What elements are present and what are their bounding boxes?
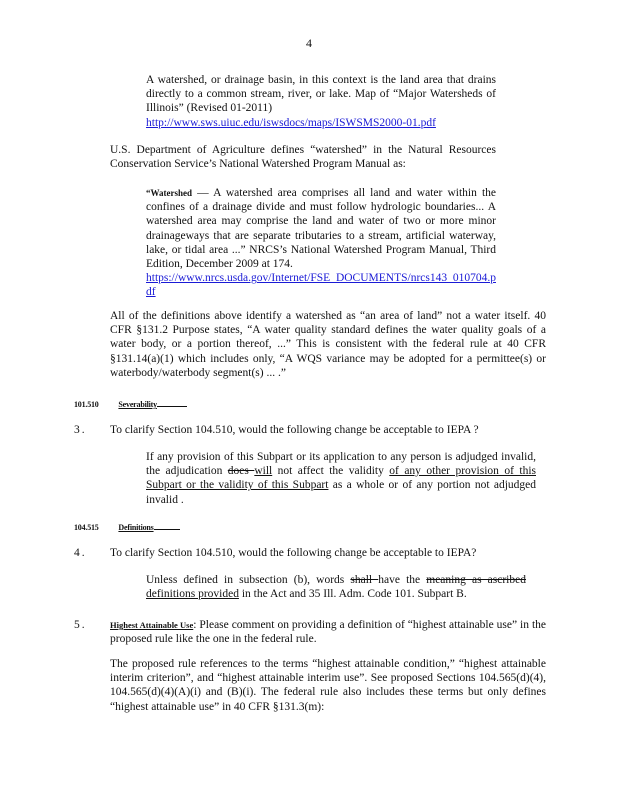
question-5-body: : Please comment on providing a definition of “highest attainable use” in the proposed rule like the one in the federal rule. bbox=[110, 619, 546, 646]
inserted-text: definitions provided bbox=[146, 588, 239, 601]
amend-text: have the bbox=[378, 574, 427, 586]
amend-text: as a whole or of any portion not adjudged invalid . bbox=[146, 479, 536, 506]
amendment-severability bbox=[146, 450, 536, 507]
question-number: 4. bbox=[74, 547, 87, 559]
page-number: 4 bbox=[306, 36, 312, 50]
deleted-text: does bbox=[227, 465, 255, 478]
question-4-text: To clarify Section 104.510, would the following change be acceptable to IEPA? bbox=[110, 547, 477, 559]
question-3-text: To clarify Section 104.510, would the following change be acceptable to IEPA ? bbox=[110, 424, 479, 436]
quote-term: “Watershed bbox=[146, 188, 192, 198]
question-number: 3. bbox=[74, 424, 87, 436]
blockquote-nrcs bbox=[146, 186, 496, 300]
quote-body: — A watershed area comprises all land and water within the confines of a drainage divide and must follow hydrologic boundaries... A watershed area may comprise the land and water of two or more minor drainageways that are separate tributaries to a stream, artificial waterway, lake, or tidal area ...” NRCS’s National Watershed Program Manual, Third Edition, December 2009 at 174. bbox=[146, 187, 496, 271]
nrcs-link[interactable]: https://www.nrcs.usda.gov/Internet/FSE_DOCUMENTS/nrcs143_010704.pdf bbox=[146, 272, 496, 299]
paragraph-definitions-summary: All of the definitions above identify a watershed as “an area of land” not a water itself. 40 CFR §131.2 Purpose states, “A water quality standard defines the water quality goals of a water body, or a portion thereof, ...” This is consistent with the federal rule at 40 CFR §131.14(a)(1) which includes only, “A WQS variance may be adopted for a permittee(s) or waterbody/waterbody segment(s) ... .” bbox=[110, 310, 546, 379]
paragraph-text: A watershed, or drainage basin, in this context is the land area that drains directly to a common stream, river, or lake. Map of “Major Watersheds of Illinois” (Revised 01-2011) bbox=[146, 74, 496, 115]
amend-text: not affect the validity bbox=[272, 465, 390, 478]
heading-rule bbox=[154, 521, 180, 530]
section-number: 104.515 bbox=[74, 523, 99, 532]
amend-text: If any provision of this Subpart or its application to any person is adjudged invalid, the adjudication bbox=[146, 451, 536, 478]
amendment-definitions bbox=[146, 573, 526, 601]
inserted-text: will bbox=[254, 465, 273, 478]
section-heading-severability bbox=[74, 398, 187, 412]
question-number: 5. bbox=[74, 619, 87, 631]
section-title: Definitions bbox=[118, 523, 154, 532]
paragraph-usda: U.S. Department of Agriculture defines “watershed” in the Natural Resources Conservation Service’s National Watershed Program Manual as: bbox=[110, 144, 496, 171]
inserted-text: of any other provision of this Subpart or the validity of this Subpart bbox=[146, 465, 536, 492]
section-number: 101.510 bbox=[74, 400, 99, 409]
heading-rule bbox=[157, 398, 187, 407]
question-5-heading: Highest Attainable Use bbox=[110, 620, 194, 630]
map-link[interactable]: http://www.sws.uiuc.edu/iswsdocs/maps/ISWSMS2000-01.pdf bbox=[146, 116, 436, 129]
section-title: Severability bbox=[118, 400, 157, 409]
amend-text: in the Act and 35 Ill. Adm. Code 101. Subpart B. bbox=[238, 588, 467, 601]
deleted-text: shall bbox=[350, 574, 379, 586]
amend-text: Unless defined in subsection (b), words bbox=[146, 574, 351, 586]
deleted-text: meaning as ascribed bbox=[426, 574, 526, 586]
paragraph-watershed-definition bbox=[146, 73, 496, 130]
quote-text bbox=[146, 186, 496, 271]
question-5-text bbox=[110, 618, 546, 646]
paragraph-highest-attainable: The proposed rule references to the terms “highest attainable condition,” “highest attainable interim criterion”, and “highest attainable interim use”. See proposed Sections 104.565(d)(4), 104.565(d)(4)(A)(i) and (B)(i). The federal rule also includes these terms but only defines “highest attainable use” in 40 CFR §131.3(m): bbox=[110, 658, 546, 713]
section-heading-definitions bbox=[74, 521, 180, 535]
